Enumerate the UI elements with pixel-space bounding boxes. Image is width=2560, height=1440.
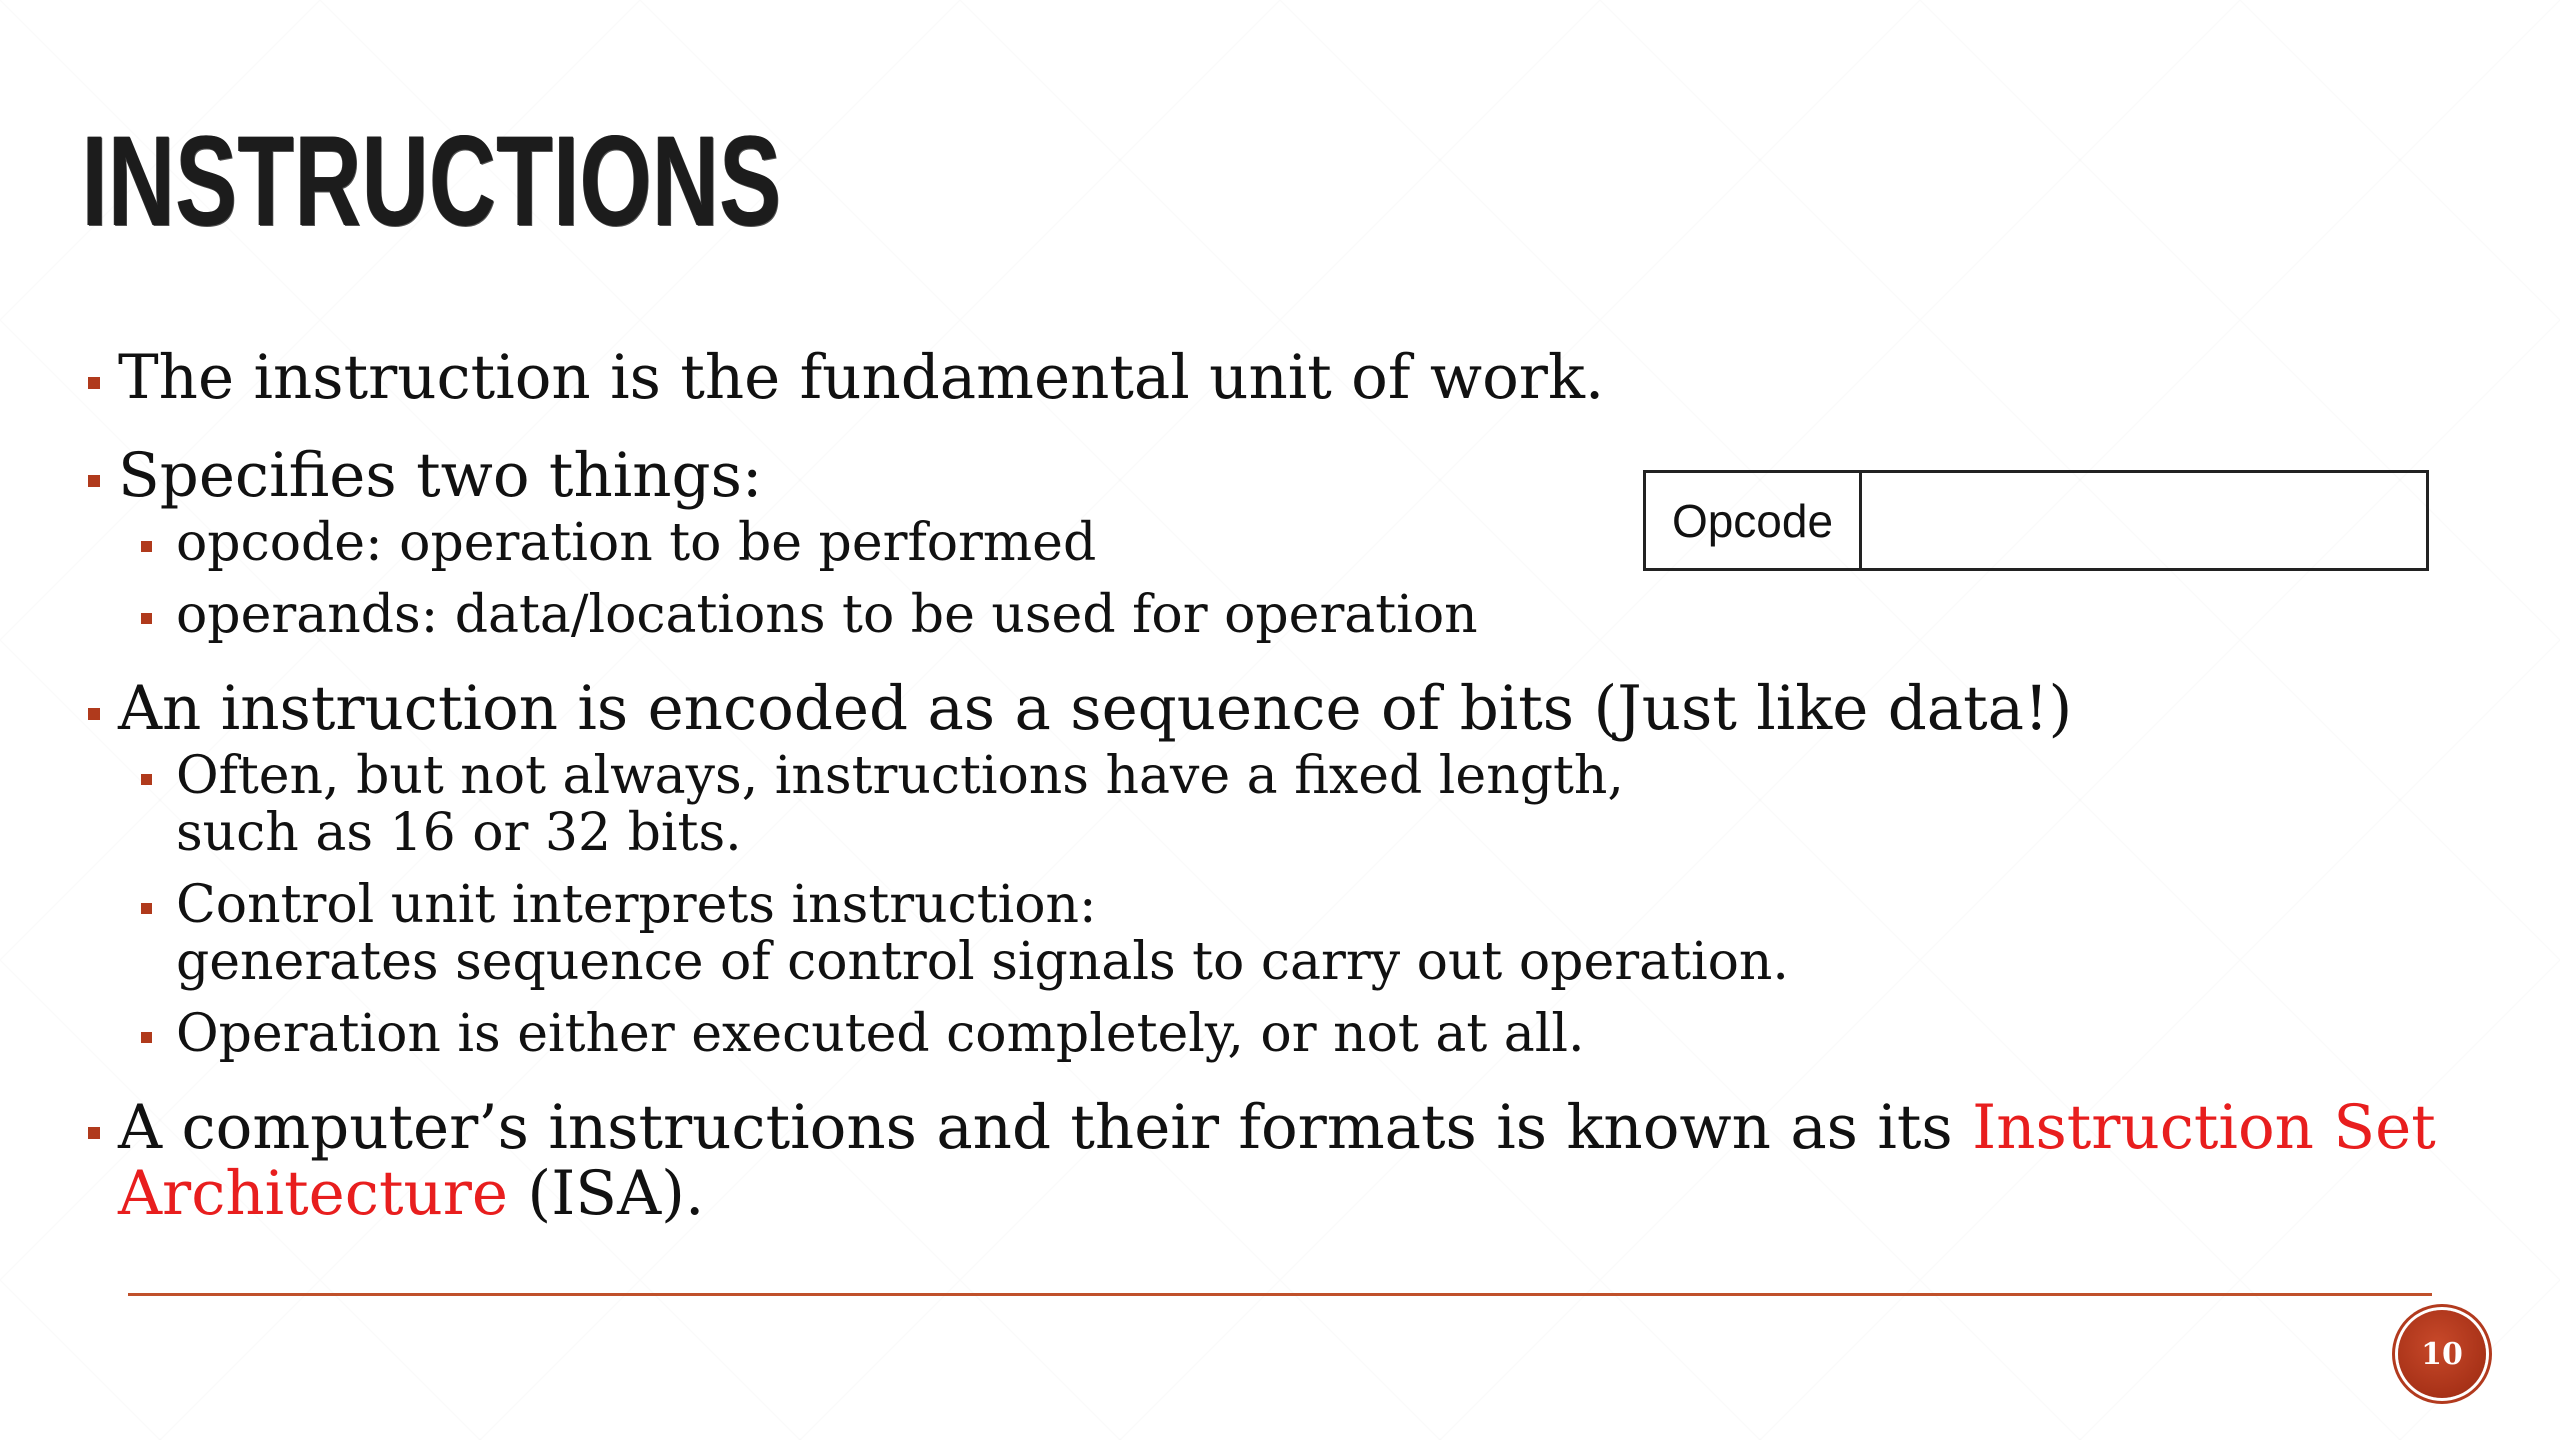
- page-number-badge: 10: [2398, 1310, 2486, 1398]
- sub-bullet-text: opcode: operation to be performed: [176, 513, 1097, 573]
- slide-title: INSTRUCTIONS: [82, 110, 782, 253]
- sub-bullet-line: Control unit interprets instruction:: [176, 875, 1097, 935]
- isa-highlight-line2: Architecture: [118, 1158, 509, 1229]
- sub-bullet-line: such as 16 or 32 bits.: [176, 803, 742, 863]
- sub-bullet-line: generates sequence of control signals to carry out operation.: [176, 932, 1789, 992]
- bullet-2-text: Specifies two things:: [118, 440, 763, 511]
- opcode-field: Opcode: [1646, 473, 1862, 568]
- operands-field: [1862, 473, 2426, 568]
- instruction-format-box: [1643, 470, 2429, 571]
- bullet-3: [82, 673, 2442, 1064]
- sub-bullet-line: Operation is either executed completely, or not at all.: [176, 1004, 1585, 1064]
- sub-bullet-control-unit: [82, 877, 2442, 991]
- bullet-4-text-after: (ISA).: [508, 1158, 705, 1229]
- bullet-4: [82, 1092, 2442, 1229]
- sub-bullet-fixed-length: [82, 748, 2442, 862]
- bullet-4-text-before: A computer’s instructions and their formats is known as its: [118, 1092, 1973, 1163]
- footer-divider: [128, 1293, 2432, 1296]
- sub-bullet-operands: [82, 587, 2442, 644]
- bullet-3-sublist: [118, 748, 2442, 1063]
- bullet-3-text: An instruction is encoded as a sequence of bits (Just like data!): [118, 673, 2073, 744]
- sub-bullet-line: Often, but not always, instructions have a fixed length,: [176, 746, 1624, 806]
- isa-highlight-line1: Instruction Set: [1972, 1092, 2436, 1163]
- sub-bullet-text: operands: data/locations to be used for operation: [176, 585, 1478, 645]
- bullet-1-text: The instruction is the fundamental unit of work.: [118, 342, 1605, 413]
- sub-bullet-atomic: [82, 1006, 2442, 1063]
- bullet-1: [82, 342, 2442, 413]
